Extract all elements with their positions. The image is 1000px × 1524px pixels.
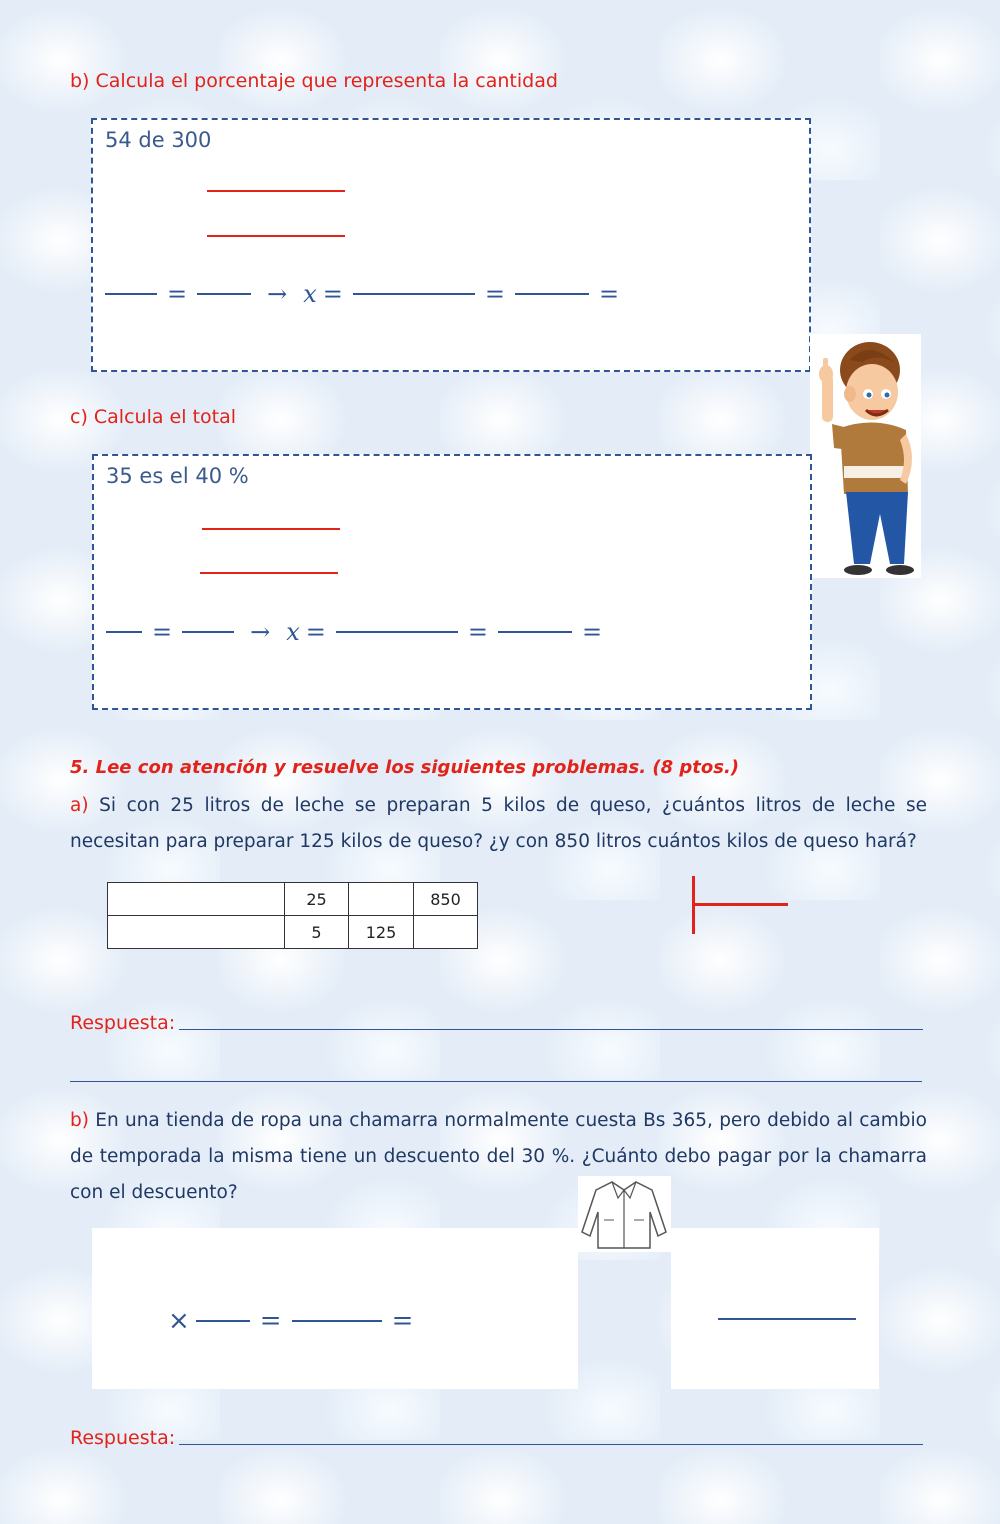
answer-b-line[interactable]: [179, 1444, 923, 1445]
equals-sign: =: [581, 618, 603, 646]
problem-b-letter: b): [70, 1110, 89, 1131]
equals-sign: =: [484, 280, 505, 308]
jacket-icon: [578, 1176, 671, 1252]
table-cell[interactable]: [414, 916, 478, 949]
result-line[interactable]: [718, 1318, 856, 1320]
fraction-blank[interactable]: [106, 631, 142, 633]
problem-b-text: [70, 1103, 927, 1211]
section-c-heading: c) Calcula el total: [70, 406, 236, 428]
problem-b-workbox: [92, 1228, 578, 1389]
equals-sign: =: [391, 1306, 414, 1336]
fraction-blank[interactable]: [336, 631, 458, 633]
fraction-blank[interactable]: [105, 293, 157, 295]
section-b-box-label: 54 de 300: [105, 128, 212, 152]
section-b-heading: b) Calcula el porcentaje que representa la cantidad: [70, 70, 558, 92]
problem-a-statement: Si con 25 litros de leche se preparan 5 kilos de queso, ¿cuántos litros de leche se necesitan para preparar 125 kilos de queso? ¿y con 850 litros cuántos kilos de queso hará?: [70, 795, 927, 852]
equals-sign: =: [152, 618, 173, 646]
boy-illustration: [810, 334, 921, 578]
answer-line-bottom[interactable]: [207, 235, 345, 237]
problem-5-heading: 5. Lee con atención y resuelve los siguientes problemas. (8 ptos.): [70, 757, 740, 778]
fraction-blank[interactable]: [353, 293, 475, 295]
table-cell: 25: [285, 883, 349, 916]
variable-x: x: [303, 280, 317, 308]
times-sign: ×: [168, 1306, 190, 1336]
answer-a-line-2[interactable]: [70, 1081, 922, 1082]
fraction-blank[interactable]: [498, 631, 572, 633]
variable-x: x: [286, 618, 300, 646]
problem-b-statement: En una tienda de ropa una chamarra normalmente cuesta Bs 365, pero debido al cambio de temporada la misma tiene un descuento del 30 %. ¿Cuánto debo pagar por la chamarra con el descuento?: [70, 1110, 927, 1203]
equals-sign: =: [598, 280, 620, 308]
answer-line-bottom[interactable]: [200, 572, 338, 574]
table-cell[interactable]: [349, 883, 414, 916]
answer-a-line[interactable]: [179, 1029, 923, 1030]
answer-a-row: [70, 1012, 923, 1034]
equals-sign: =: [259, 1306, 282, 1336]
fraction-blank[interactable]: [196, 1320, 250, 1322]
proportion-table: [107, 882, 478, 949]
answer-b-label: Respuesta:: [70, 1427, 176, 1449]
equals-sign: =: [467, 618, 488, 646]
table-row: [108, 883, 478, 916]
answer-line-top[interactable]: [207, 190, 345, 192]
fraction-blank[interactable]: [515, 293, 589, 295]
fraction-blank[interactable]: [197, 293, 251, 295]
answer-line-top[interactable]: [202, 528, 340, 530]
proportion-equation: [105, 280, 629, 308]
fraction-blank[interactable]: [182, 631, 234, 633]
table-cell: 125: [349, 916, 414, 949]
equals-sign: =: [322, 280, 343, 308]
table-row: [108, 916, 478, 949]
bracket-horizontal: [692, 903, 788, 906]
table-cell: 850: [414, 883, 478, 916]
answer-a-label: Respuesta:: [70, 1012, 176, 1034]
answer-b-row: [70, 1427, 923, 1449]
problem-a-text: [70, 788, 927, 860]
problem-b-result-box: [671, 1228, 879, 1389]
arrow-icon: →: [267, 280, 288, 308]
problem-a-letter: a): [70, 795, 89, 816]
table-cell[interactable]: [108, 883, 285, 916]
discount-equation: [168, 1306, 423, 1336]
proportion-equation: [106, 618, 612, 646]
section-c-box-label: 35 es el 40 %: [106, 464, 249, 488]
table-cell[interactable]: [108, 916, 285, 949]
section-c-workbox: [92, 454, 812, 710]
equals-sign: =: [167, 280, 188, 308]
equals-sign: =: [305, 618, 326, 646]
arrow-icon: →: [250, 618, 271, 646]
fraction-blank[interactable]: [292, 1320, 382, 1322]
table-cell: 5: [285, 916, 349, 949]
section-b-workbox: [91, 118, 811, 372]
